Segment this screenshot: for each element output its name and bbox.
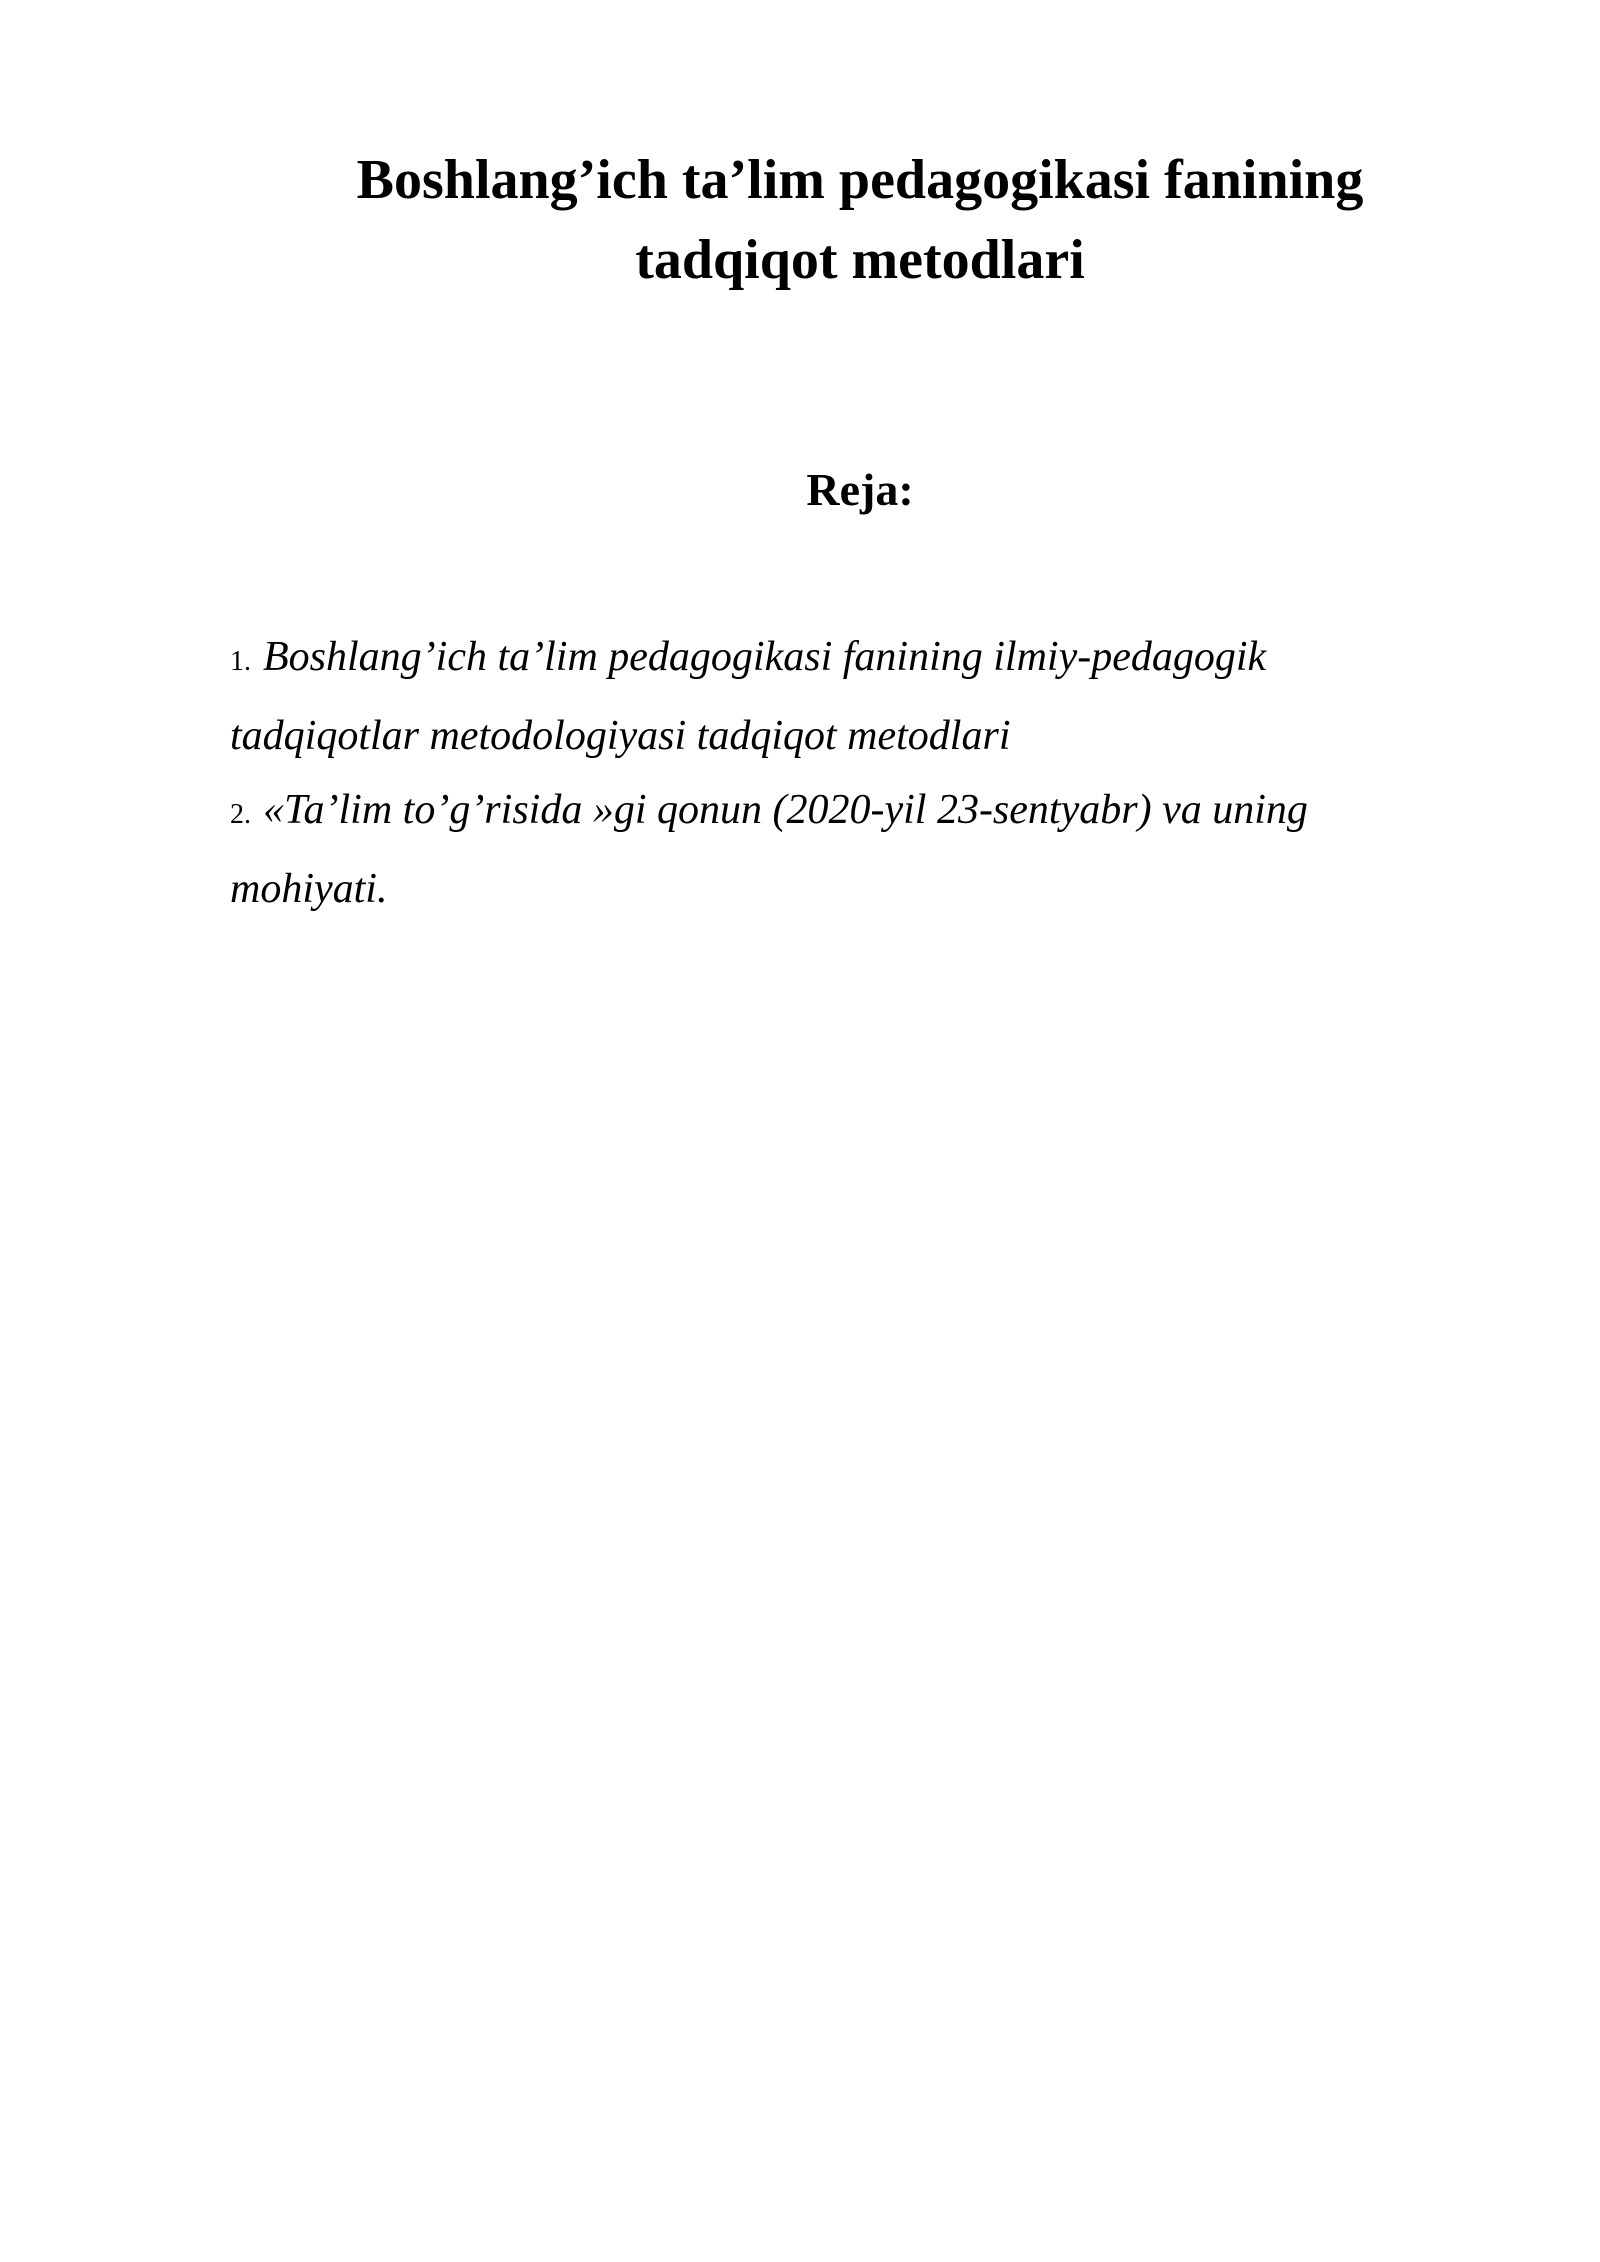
title-line-1: Boshlang’ich ta’lim pedagogikasi fanining (356, 149, 1364, 211)
plan-item-number: 2. (230, 799, 251, 830)
title-line-2: tadqiqot metodlari (635, 229, 1085, 291)
plan-item-number: 1. (230, 646, 251, 677)
plan-list (230, 620, 1410, 926)
plan-item-2 (230, 773, 1410, 926)
page-title (230, 140, 1490, 300)
plan-heading: Reja: (806, 464, 914, 515)
plan-item-text: «Ta’lim to’g’risida »gi qonun (2020-yil 23-sentyabr) va uning mohiyati. (230, 787, 1308, 912)
plan-item-1 (230, 620, 1410, 773)
plan-item-text: Boshlang’ich ta’lim pedagogikasi fanining ilmiy-pedagogik tadqiqotlar metodologiyasi tadqiqot metodlari (230, 634, 1267, 759)
